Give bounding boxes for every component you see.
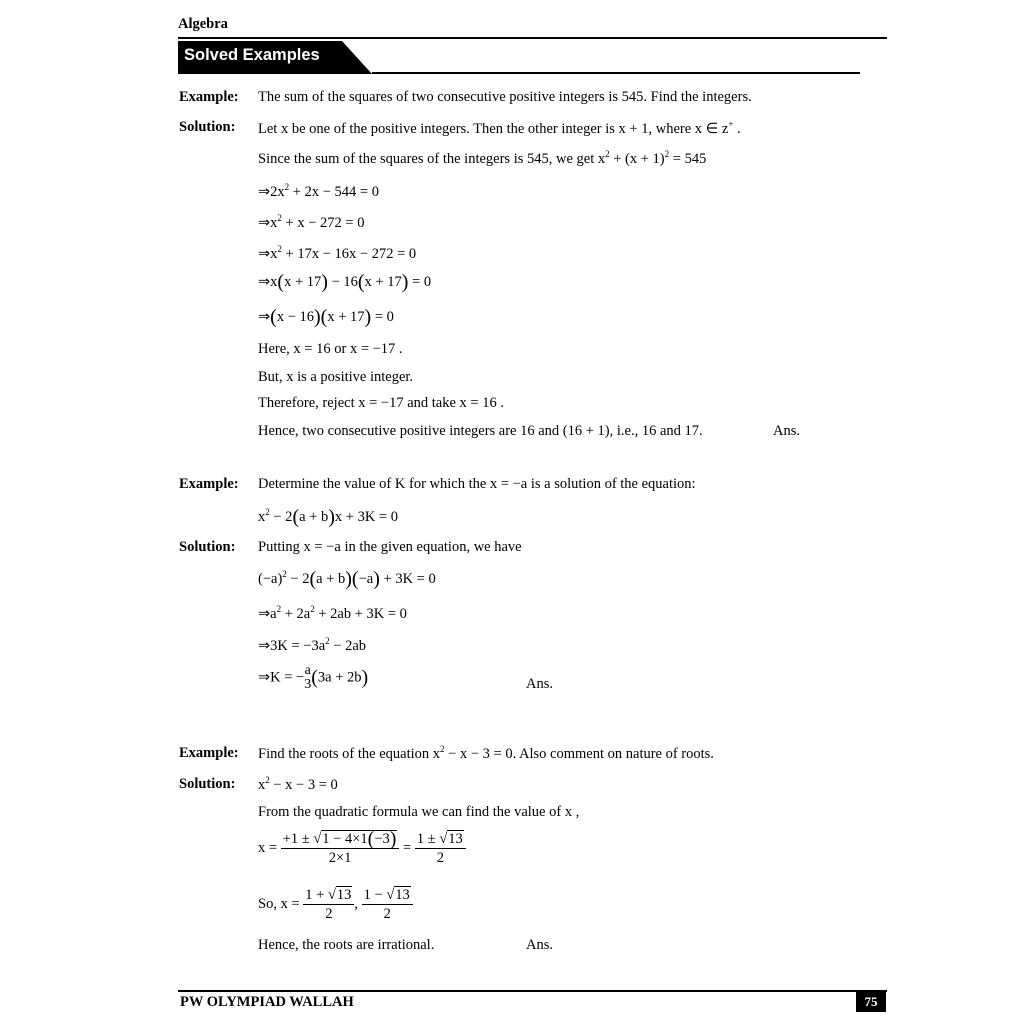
step-2-2: $\Rightarrow a^2 + 2a^2 + 2ab + 3K = 0$	[258, 604, 407, 622]
answer-1: Ans.	[773, 423, 800, 439]
solution-1-let: Let x be one of the positive integers. Then the other integer is x + 1, where x ∈ z+ .	[258, 119, 741, 137]
footer-publisher: PW OLYMPIAD WALLAH	[180, 994, 354, 1010]
example-3-label: Example:	[179, 745, 239, 761]
step-2: $\Rightarrow x^2 + x - 272 = 0$	[258, 213, 365, 231]
example-2-equation: $x^2 - 2(a + b)x + 3K = 0$	[258, 506, 398, 528]
footer-divider	[178, 990, 887, 992]
solution-1-label: Solution:	[179, 119, 236, 135]
solution-1-but: But, x is a positive integer.	[258, 369, 414, 385]
solution-1-hence: Hence, two consecutive positive integers are 16 and (16 + 1), i.e., 16 and 17.	[258, 423, 703, 439]
solution-3-formula-text: From the quadratic formula we can find the value of x ,	[258, 804, 580, 820]
example-3-question: Find the roots of the equation $x^2 - x - 3 = 0$. Also comment on nature of roots.	[258, 744, 714, 762]
example-3-equation: $x^2 - x - 3 = 0$	[258, 775, 338, 793]
page-number: 75	[856, 991, 886, 1012]
step-1: $\Rightarrow 2x^2 + 2x - 544 = 0$	[258, 182, 379, 200]
solution-1-reject: Therefore, reject x = −17 and take x = 16 .	[258, 395, 504, 411]
answer-2: Ans.	[526, 676, 553, 692]
solution-2-label: Solution:	[179, 539, 236, 555]
banner-label: Solved Examples	[184, 46, 320, 64]
answer-3: Ans.	[526, 937, 553, 953]
step-4: ⇒x(x + 17) − 16(x + 17) = 0	[258, 271, 432, 293]
step-2-1: $(-a)^2 - 2(a + b)(-a) + 3K = 0$	[258, 568, 436, 590]
solution-3-hence: Hence, the roots are irrational.	[258, 937, 435, 953]
example-1-question: The sum of the squares of two consecutive positive integers is 545. Find the integers.	[258, 89, 752, 105]
example-1-label: Example:	[179, 89, 239, 105]
step-2-3: ⇒3K = $-3a^2 - 2ab$	[258, 636, 367, 654]
step-3: $\Rightarrow x^2 + 17x - 16x - 272 = 0$	[258, 244, 417, 262]
solution-3-label: Solution:	[179, 776, 236, 792]
quadratic-formula: x = $\frac{+1 \pm √1 - 4\times 1(-3)}{2\times 1}$ = $\frac{1 \pm √13}{2}$	[258, 830, 466, 867]
solution-1-since: Since the sum of the squares of the integers is 545, we get $x^2 + (x + 1)^2 = 545$	[258, 149, 707, 167]
example-2-question: Determine the value of K for which the x = −a is a solution of the equation:	[258, 476, 696, 492]
step-5: ⇒(x − 16)(x + 17) = 0	[258, 306, 394, 328]
step-2-4: ⇒K = − a 3 (3a + 2b)	[258, 663, 369, 692]
solution-2-putting: Putting x = −a in the given equation, we have	[258, 539, 522, 555]
solution-1-here: Here, x = 16 or x = −17 .	[258, 341, 403, 357]
example-2-label: Example:	[179, 476, 239, 492]
roots: So, x = $\frac{1 + √13}{2}$ , $\frac{1 - √13}{2}$	[258, 886, 413, 923]
banner-underline	[372, 72, 860, 74]
header-divider	[178, 37, 887, 39]
header-title: Algebra	[178, 16, 228, 32]
